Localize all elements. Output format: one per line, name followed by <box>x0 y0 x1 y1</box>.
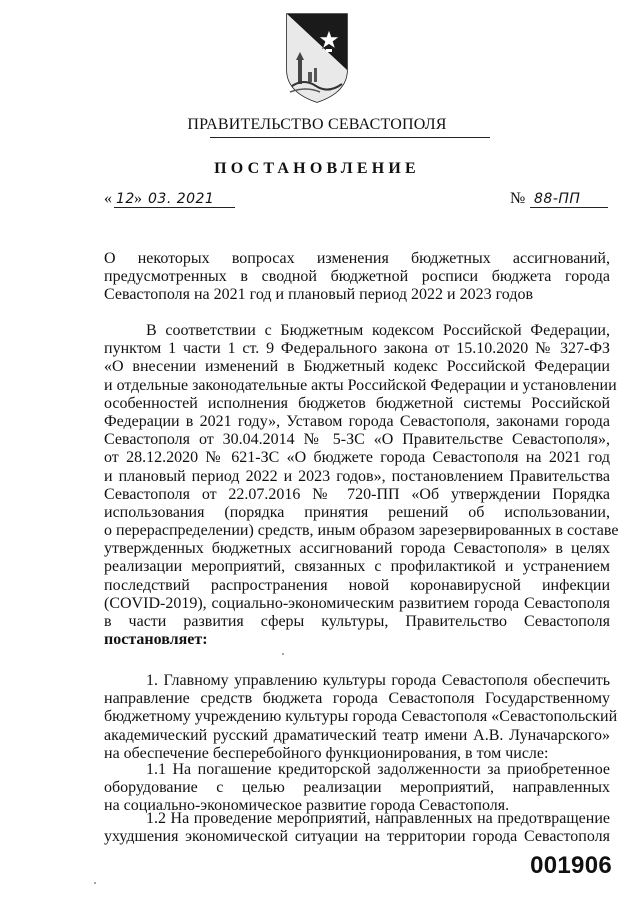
number-value: 88-ПП <box>534 191 581 207</box>
subject-line: О некоторых вопросах изменения бюджетных ассигнований, <box>104 250 610 267</box>
sevastopol-coat-of-arms-icon <box>284 12 350 104</box>
basis-line: особенностей исполнения бюджетов бюджетной системы Российской <box>104 394 610 412</box>
basis-line: и отдельные законодательные акты Российской Федерации и установлении <box>104 376 617 394</box>
basis-line: (COVID-2019), социально-экономическим развитием города Севастополя <box>104 594 610 612</box>
document-number <box>510 190 610 210</box>
basis-line: последствий распространения новой коронавирусной инфекции <box>104 576 610 594</box>
basis-line: В соответствии с Бюджетным кодексом Российской Федерации, <box>146 322 610 339</box>
date-close-quote: » <box>134 190 142 207</box>
page-serial-number: 001906 <box>530 852 612 879</box>
scan-speck <box>282 653 284 655</box>
item-1-2-line: 1.2 На проведение мероприятий, направленных на предотвращение <box>146 810 610 827</box>
subject-paragraph <box>104 250 610 305</box>
item-1-line: направление средств бюджета города Севастополя Государственному <box>104 690 610 708</box>
basis-paragraph <box>104 322 619 649</box>
item-1-1-line: на социально-экономическое развитие города Севастополя. <box>104 797 510 815</box>
basis-line: реализации мероприятий, связанных с профилактикой и устранением <box>104 558 610 576</box>
item-1-line: бюджетному учреждению культуры города Севастополя «Севастопольский <box>104 708 618 726</box>
item-1-2-line: ухудшения экономической ситуации на территории города Севастополя <box>104 828 610 846</box>
basis-line: использования (порядка принятия решений об использовании, <box>104 503 610 521</box>
resolves-line <box>104 631 610 649</box>
item-1-1-line: 1.1 На погашение кредиторской задолженности за приобретенное <box>146 761 610 778</box>
date-open-quote: « <box>104 190 112 207</box>
date-day: 12 <box>116 191 135 207</box>
item-1-2-paragraph <box>104 810 610 846</box>
resolves-word: постановляет: <box>104 631 208 649</box>
basis-line: в части развития сферы культуры, Правительство Севастополя <box>104 613 610 630</box>
basis-line: Севастополя от 22.07.2016 № 720-ПП «Об утверждении Порядка <box>104 485 610 503</box>
basis-line: пунктом 1 части 1 ст. 9 Федерального закона от 15.10.2020 № 327-ФЗ <box>104 340 610 358</box>
title-underline <box>210 137 490 138</box>
item-1-line: 1. Главному управлению культуры города Севастополя обеспечить <box>146 672 610 689</box>
item-1-1-paragraph <box>104 761 610 816</box>
basis-line: о перераспределении) средств, иным образом зарезервированных в составе <box>104 522 619 540</box>
item-1-line: на обеспечение бесперебойного функционирования, в том числе: <box>104 744 549 762</box>
government-title: ПРАВИТЕЛЬСТВО СЕВАСТОПОЛЯ <box>187 116 447 133</box>
subject-line: предусмотренных в сводной бюджетной росписи бюджета города <box>104 268 610 286</box>
basis-line: «О внесении изменений в Бюджетный кодекс Российской Федерации <box>104 358 610 376</box>
basis-line: утвержденных бюджетных ассигнований города Севастополя» в целях <box>104 540 610 558</box>
number-underline <box>530 207 608 208</box>
item-1-line: академический русский драматический театр имени А.В. Луначарского» <box>104 726 610 744</box>
basis-line: от 28.12.2020 № 621-ЗС «О бюджете города Севастополя на 2021 год <box>104 449 610 467</box>
date-underline <box>114 207 235 208</box>
basis-line: Федерации в 2021 году», Уставом города Севастополя, законами города <box>104 412 610 430</box>
scan-speck <box>94 882 96 884</box>
basis-line: и плановый период 2022 и 2023 годов», постановлением Правительства <box>104 467 610 485</box>
document-date <box>104 190 236 210</box>
number-sign: № <box>510 190 526 207</box>
date-month-year: 03. 2021 <box>148 191 215 207</box>
item-1-1-line: оборудование с целью реализации мероприятий, направленных <box>104 779 610 797</box>
item-1-paragraph <box>104 672 618 763</box>
basis-line: Севастополя от 30.04.2014 № 5-ЗС «О Правительстве Севастополя», <box>104 431 610 449</box>
subject-line: Севастополя на 2021 год и плановый период 2022 и 2023 годов <box>104 286 534 304</box>
document-type-heading: ПОСТАНОВЛЕНИЕ <box>214 160 420 177</box>
